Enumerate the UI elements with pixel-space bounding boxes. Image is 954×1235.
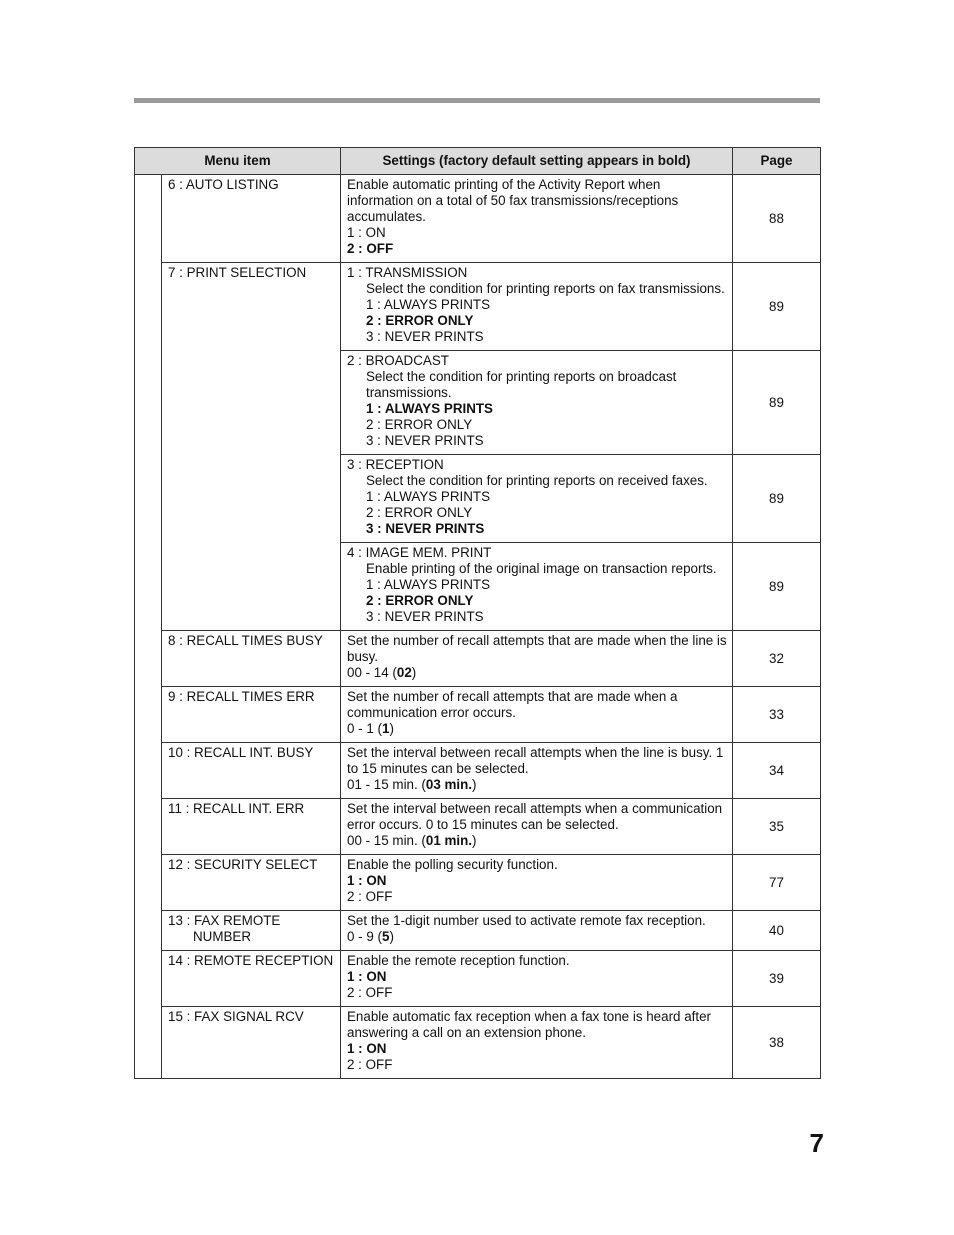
table-row (135, 951, 821, 1007)
page-number: 7 (809, 1128, 824, 1158)
default-value: 1 (381, 721, 390, 736)
menu-item-recall-int-err: 11 : RECALL INT. ERR (162, 799, 341, 855)
indent-column (135, 175, 162, 1079)
page-ref: 33 (733, 687, 821, 743)
menu-item-security-select: 12 : SECURITY SELECT (162, 855, 341, 911)
page-ref: 32 (733, 631, 821, 687)
table-row (135, 855, 821, 911)
table-row (135, 631, 821, 687)
settings-fax-signal-rcv: Enable automatic fax reception when a fax tone is heard after answering a call on an extension phone. 1 : ON 2 : OFF (341, 1007, 733, 1079)
top-rule (134, 98, 820, 103)
header-page: Page (733, 148, 821, 175)
page-ref: 38 (733, 1007, 821, 1079)
default-value: 01 min. (425, 833, 473, 848)
settings-recall-times-err: Set the number of recall attempts that are made when a communication error occurs. 0 - 1 (1) (341, 687, 733, 743)
page-ref: 89 (733, 351, 821, 455)
default-value: 2 : OFF (347, 241, 394, 256)
page-ref: 39 (733, 951, 821, 1007)
default-value: 2 : ERROR ONLY (366, 593, 474, 608)
settings-auto-listing: Enable automatic printing of the Activity Report when information on a total of 50 fax transmissions/receptions accumulates. 1 : ON 2 : OFF (341, 175, 733, 263)
page-ref: 89 (733, 263, 821, 351)
default-value: 1 : ON (347, 873, 387, 888)
menu-item-fax-remote-number: 13 : FAX REMOTE NUMBER (162, 911, 341, 951)
menu-item-print-selection: 7 : PRINT SELECTION (162, 263, 341, 631)
table-header-row (135, 148, 821, 175)
page-ref: 35 (733, 799, 821, 855)
settings-recall-int-busy: Set the interval between recall attempts when the line is busy. 1 to 15 minutes can be selected. 01 - 15 min. (03 min.) (341, 743, 733, 799)
table-row (135, 263, 821, 351)
page-ref: 89 (733, 543, 821, 631)
settings-remote-reception: Enable the remote reception function. 1 : ON 2 : OFF (341, 951, 733, 1007)
default-value: 03 min. (425, 777, 473, 792)
table-row (135, 799, 821, 855)
default-value: 3 : NEVER PRINTS (366, 521, 485, 536)
settings-image-mem-print: 4 : IMAGE MEM. PRINT Enable printing of the original image on transaction reports. 1 : ALWAYS PRINTS 2 : ERROR ONLY 3 : NEVER PRINTS (341, 543, 733, 631)
settings-transmission: 1 : TRANSMISSION Select the condition for printing reports on fax transmissions. 1 : ALWAYS PRINTS 2 : ERROR ONLY 3 : NEVER PRINTS (341, 263, 733, 351)
page-ref: 89 (733, 455, 821, 543)
table-row (135, 687, 821, 743)
header-menu-item: Menu item (135, 148, 341, 175)
menu-item-recall-times-busy: 8 : RECALL TIMES BUSY (162, 631, 341, 687)
menu-item-remote-reception: 14 : REMOTE RECEPTION (162, 951, 341, 1007)
default-value: 1 : ALWAYS PRINTS (366, 401, 493, 416)
settings-reception: 3 : RECEPTION Select the condition for printing reports on received faxes. 1 : ALWAYS PRINTS 2 : ERROR ONLY 3 : NEVER PRINTS (341, 455, 733, 543)
default-value: 2 : ERROR ONLY (366, 313, 474, 328)
settings-security-select: Enable the polling security function. 1 : ON 2 : OFF (341, 855, 733, 911)
settings-fax-remote-number: Set the 1-digit number used to activate remote fax reception. 0 - 9 (5) (341, 911, 733, 951)
page-ref: 77 (733, 855, 821, 911)
table-row (135, 743, 821, 799)
header-settings: Settings (factory default setting appears in bold) (341, 148, 733, 175)
settings-recall-times-busy: Set the number of recall attempts that are made when the line is busy. 00 - 14 (02) (341, 631, 733, 687)
table-row (135, 1007, 821, 1079)
default-value: 1 : ON (347, 1041, 387, 1056)
menu-item-auto-listing: 6 : AUTO LISTING (162, 175, 341, 263)
page-ref: 40 (733, 911, 821, 951)
page-ref: 34 (733, 743, 821, 799)
settings-recall-int-err: Set the interval between recall attempts when a communication error occurs. 0 to 15 minutes can be selected. 00 - 15 min. (01 min.) (341, 799, 733, 855)
fax-settings-table (134, 147, 821, 1079)
table-row (135, 175, 821, 263)
page-ref: 88 (733, 175, 821, 263)
table-row (135, 911, 821, 951)
default-value: 1 : ON (347, 969, 387, 984)
settings-broadcast: 2 : BROADCAST Select the condition for printing reports on broadcast transmissions. 1 : ALWAYS PRINTS 2 : ERROR ONLY 3 : NEVER PRINTS (341, 351, 733, 455)
menu-item-fax-signal-rcv: 15 : FAX SIGNAL RCV (162, 1007, 341, 1079)
menu-item-recall-int-busy: 10 : RECALL INT. BUSY (162, 743, 341, 799)
menu-item-recall-times-err: 9 : RECALL TIMES ERR (162, 687, 341, 743)
default-value: 5 (381, 929, 390, 944)
default-value: 02 (396, 665, 412, 680)
